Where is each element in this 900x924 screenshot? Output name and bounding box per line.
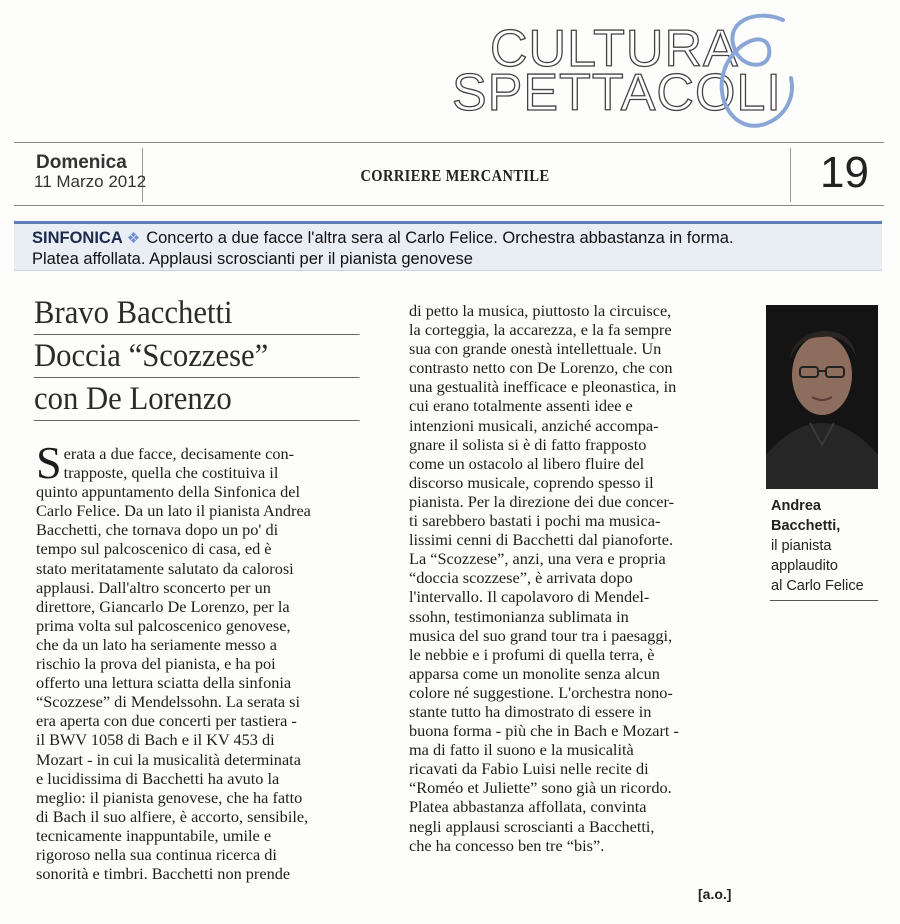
article-line: ti sarebbero bastati i pochi ma musica-	[409, 511, 661, 531]
caption-line-3: il pianista	[771, 538, 832, 554]
article-line: di petto la musica, piuttosto la circuisce,	[409, 301, 672, 320]
portrait-image-icon	[766, 305, 878, 489]
article-line: le nebbie e i profumi di quella terra, è	[409, 644, 655, 664]
portrait-photo	[766, 305, 878, 489]
article-line: buona forma - più che in Bach e Mozart -	[409, 721, 679, 741]
article-column-1	[36, 437, 356, 884]
section-word-cultura: CULTURA	[490, 20, 739, 78]
headline-line-2: Doccia “Scozzese”	[34, 335, 360, 378]
header-divider	[790, 148, 791, 202]
summary-strip	[14, 221, 882, 271]
article-line: sua con grande onestà intellettuale. Un	[409, 339, 662, 359]
article-line: prima volta sul palcoscenico genovese,	[36, 615, 291, 635]
article-line: Bacchetti, che tornava dopo un po' di	[36, 520, 279, 540]
article-line: “Roméo et Juliette” sono già un ricordo.	[409, 778, 672, 798]
article-line: direttore, Giancarlo De Lorenzo, per la	[36, 596, 290, 616]
article-line: meglio: il pianista genovese, che ha fatto	[36, 787, 303, 807]
photo-caption	[771, 496, 891, 596]
ampersand-logo-icon	[695, 8, 805, 138]
article-line: negli applausi scroscianti a Bacchetti,	[409, 816, 655, 836]
section-masthead	[440, 0, 840, 140]
summary-label: SINFONICA	[32, 229, 123, 247]
article-line: rischio la prova del pianista, e ha poi	[36, 654, 276, 674]
headline-line-1: Bravo Bacchetti	[34, 292, 360, 335]
header-top-rule	[14, 142, 884, 143]
article-line: Mozart - in cui la musicalità determinata	[36, 749, 301, 769]
headline-line-3: con De Lorenzo	[34, 378, 360, 421]
article-line: sonorità e timbri. Bacchetti non prende	[36, 864, 291, 884]
article-line: gnare il solista si è di fatto frapposto	[409, 434, 647, 454]
summary-line-1	[32, 228, 876, 249]
article-line: tempo sul palcoscenico di casa, ed è	[36, 539, 272, 559]
section-word-spettacoli: SPETTACOLI	[452, 64, 782, 122]
caption-name-1: Andrea	[771, 498, 821, 514]
article-line: era aperta con due concerti per tastiera -	[36, 711, 297, 731]
article-line: quinto appuntamento della Sinfonica del	[36, 482, 301, 502]
article-line: e lucidissima di Bacchetti ha avuto la	[36, 768, 280, 788]
article-line: “doccia scozzese”, è arrivata dopo	[409, 568, 633, 588]
article-line: Carlo Felice. Da un lato il pianista Andrea	[36, 501, 311, 521]
article-line: ssohn, testimonianza sublimata in	[409, 606, 629, 626]
article-line: erata a due facce, decisamente con-	[63, 444, 295, 463]
article-line: l'intervallo. Il capolavoro di Mendel-	[409, 587, 650, 607]
article-line: ricavati da Fabio Luisi nelle recite di	[409, 759, 649, 779]
article-line: lissimi cenni di Bacchetti dal pianoforte.	[409, 530, 674, 550]
article-line: come un ostacolo al libero fluire del	[409, 453, 645, 473]
issue-day: Domenica	[36, 152, 127, 173]
article-line: colore né suggestione. L'orchestra nono-	[409, 682, 673, 702]
article-line: “Scozzese” di Mendelssohn. La serata si	[36, 692, 301, 712]
diamond-bullet-icon: ❖	[126, 230, 141, 247]
author-signature: [a.o.]	[698, 886, 732, 902]
article-line: di Bach il suo alfiere, è accorto, sensibile,	[36, 806, 309, 826]
article-line: trapposte, quella che costituiva il	[63, 463, 279, 483]
article-line: ma di fatto il suono e la musicalità	[409, 740, 634, 760]
article-line: offerto una lettura sciatta della sinfonia	[36, 673, 292, 693]
article-line: tecnicamente inappuntabile, umile e	[36, 825, 272, 845]
article-line: che da un lato ha seriamente messo a	[36, 634, 277, 654]
article-line: applausi. Dall'altro sconcerto per un	[36, 577, 271, 597]
newspaper-name: CORRIERE MERCANTILE	[360, 166, 550, 185]
caption-line-4: applaudito	[771, 558, 838, 574]
article-line: rigoroso nella sua continua ricerca di	[36, 844, 277, 864]
article-line: una gestualità inefficace e pleonastica, in	[409, 377, 677, 397]
article-line: cui erano totalmente assenti idee e	[409, 396, 633, 416]
summary-text-2: Platea affollata. Applausi scroscianti per il pianista genovese	[32, 250, 473, 268]
article-line: La “Scozzese”, anzi, una vera e propria	[409, 549, 666, 569]
article-line: stato meritatamente salutato da calorosi	[36, 558, 294, 578]
article-line: discorso musicale, coprendo spesso il	[409, 472, 654, 492]
article-line: pianista. Per la direzione dei due concer-	[409, 491, 675, 511]
issue-date: 11 Marzo 2012	[34, 172, 147, 191]
page-number: 19	[820, 148, 869, 197]
article-line: stante tutto ha dimostrato di essere in	[409, 701, 652, 721]
caption-line-5: al Carlo Felice	[771, 578, 864, 594]
headline	[34, 292, 384, 421]
summary-text-1: Concerto a due facce l'altra sera al Carlo Felice. Orchestra abbastanza in forma.	[146, 229, 734, 247]
article-line: Platea abbastanza affollata, convinta	[409, 797, 647, 817]
article-line: la corteggia, la accarezza, e la fa sempre	[409, 320, 672, 340]
article-line: apparsa come un monolite senza alcun	[409, 663, 660, 683]
article-line: intenzioni musicali, anziché accompa-	[409, 415, 659, 435]
caption-name-2: Bacchetti,	[771, 518, 841, 534]
header-bottom-rule	[14, 205, 884, 206]
caption-rule	[770, 600, 878, 601]
article-column-2	[409, 301, 749, 855]
article-line: il BWV 1058 di Bach e il KV 453 di	[36, 730, 275, 750]
drop-cap: S	[36, 437, 62, 488]
article-line: contrasto netto con De Lorenzo, che con	[409, 358, 673, 378]
article-line: musica del suo grand tour tra i paesaggi,	[409, 625, 673, 645]
article-line: che ha concesso ben tre “bis”.	[409, 835, 605, 855]
